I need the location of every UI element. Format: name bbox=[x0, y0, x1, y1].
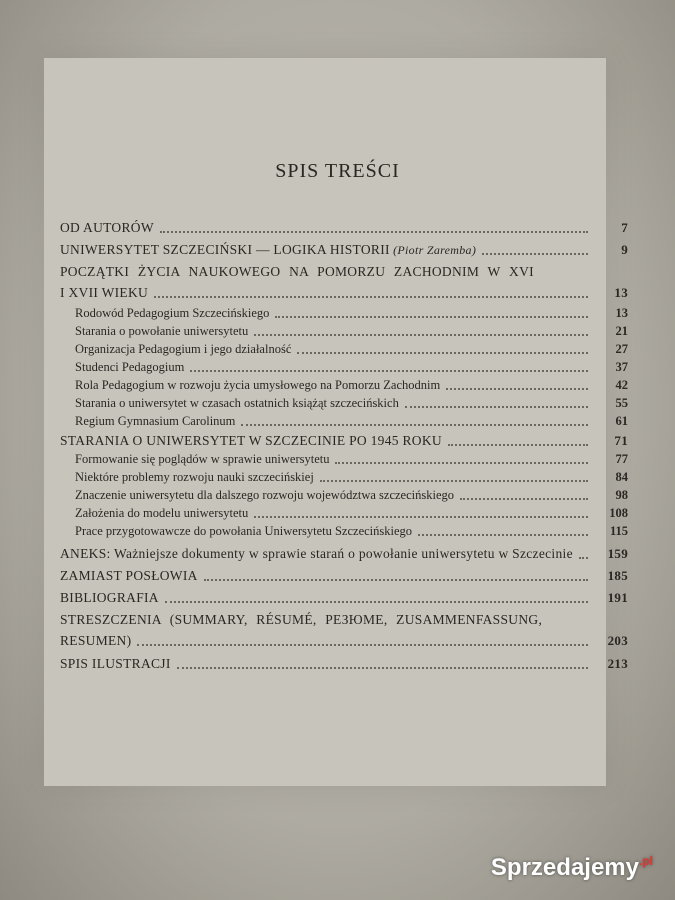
toc-page-number: 71 bbox=[614, 433, 628, 448]
toc-entry bbox=[75, 470, 628, 485]
toc-page-number: 13 bbox=[615, 306, 628, 320]
dot-leader bbox=[579, 557, 588, 559]
toc-entry bbox=[75, 452, 628, 467]
toc-page-number: 9 bbox=[621, 242, 628, 257]
dot-leader bbox=[448, 444, 588, 446]
toc-entry bbox=[75, 524, 628, 539]
toc-page-number: 42 bbox=[615, 378, 628, 392]
toc-entry bbox=[60, 656, 628, 672]
toc-page-number: 77 bbox=[615, 452, 628, 466]
page-title: SPIS TREŚCI bbox=[275, 160, 400, 182]
toc-page-number: 7 bbox=[621, 220, 628, 235]
toc-entry bbox=[75, 306, 628, 321]
toc-page-number: 191 bbox=[607, 590, 628, 605]
toc-entry-title: ANEKS: Ważniejsze dokumenty w sprawie starań o powołanie uniwersytetu w Szczecinie bbox=[60, 546, 573, 561]
toc-entry-title: I XVII WIEKU bbox=[60, 285, 149, 300]
toc-entry-title: OD AUTORÓW bbox=[60, 220, 154, 235]
toc-entry-title: Założenia do modelu uniwersytetu bbox=[75, 506, 249, 520]
toc-entry bbox=[75, 360, 628, 375]
toc-entry bbox=[60, 220, 628, 236]
toc-page-number: 213 bbox=[607, 656, 628, 671]
toc-page-number: 108 bbox=[609, 506, 628, 520]
dot-leader bbox=[254, 334, 588, 336]
toc-page-number: 84 bbox=[615, 470, 628, 484]
toc-entry bbox=[60, 633, 628, 649]
dot-leader bbox=[275, 316, 588, 318]
dot-leader bbox=[177, 667, 588, 669]
toc-entry bbox=[60, 285, 628, 301]
toc-page-number: 185 bbox=[607, 568, 628, 583]
toc-page-number: 21 bbox=[615, 324, 628, 338]
toc-entry-title: Starania o uniwersytet w czasach ostatnich książąt szczecińskich bbox=[75, 396, 399, 410]
toc-entry-title: Studenci Pedagogium bbox=[75, 360, 185, 374]
toc-page-number: 203 bbox=[607, 633, 628, 648]
dot-leader bbox=[460, 498, 588, 500]
toc-entry-title: Prace przygotowawcze do powołania Uniwersytetu Szczecińskiego bbox=[75, 524, 413, 538]
toc-entry bbox=[75, 414, 628, 429]
dot-leader bbox=[154, 296, 588, 298]
toc-entry-title: Formowanie się poglądów w sprawie uniwersytetu bbox=[75, 452, 330, 466]
toc-entry-title: Niektóre problemy rozwoju nauki szczecińskiej bbox=[75, 470, 314, 484]
toc-entry-title: UNIWERSYTET SZCZECIŃSKI — LOGIKA HISTORII (Piotr Zaremba) bbox=[60, 242, 477, 257]
toc-entry-title: Regium Gymnasium Carolinum bbox=[75, 414, 236, 428]
dot-leader bbox=[137, 644, 588, 646]
dot-leader bbox=[405, 406, 588, 408]
toc-entry bbox=[75, 342, 628, 357]
toc-entry-title: STARANIA O UNIWERSYTET W SZCZECINIE PO 1945 ROKU bbox=[60, 433, 442, 448]
toc-entry bbox=[75, 488, 628, 503]
toc-entry bbox=[60, 433, 628, 449]
toc-entry bbox=[75, 396, 628, 411]
dot-leader bbox=[190, 370, 588, 372]
toc-entry-title: Starania o powołanie uniwersytetu bbox=[75, 324, 249, 338]
dot-leader bbox=[335, 462, 588, 464]
toc-page-number: 37 bbox=[615, 360, 628, 374]
toc-entry-title: SPIS ILUSTRACJI bbox=[60, 656, 171, 671]
toc-entry-title: Organizacja Pedagogium i jego działalność bbox=[75, 342, 292, 356]
toc-entry-title: ZAMIAST POSŁOWIA bbox=[60, 568, 198, 583]
toc-entry-title: Rodowód Pedagogium Szczecińskiego bbox=[75, 306, 270, 320]
toc-page-number: 159 bbox=[607, 546, 628, 561]
toc-page-number: 98 bbox=[615, 488, 628, 502]
toc-page-number: 115 bbox=[609, 524, 628, 538]
toc-entry bbox=[60, 590, 628, 606]
dot-leader bbox=[446, 388, 588, 390]
dot-leader bbox=[241, 424, 588, 426]
toc-entry-line: POCZĄTKI ŻYCIA NAUKOWEGO NA POMORZU ZACHODNIM W XVI bbox=[60, 264, 534, 279]
toc-page-number: 61 bbox=[615, 414, 628, 428]
toc-page-number: 55 bbox=[615, 396, 628, 410]
toc-page-number: 13 bbox=[614, 285, 628, 300]
toc-entry-author: (Piotr Zaremba) bbox=[389, 243, 477, 257]
toc-entry bbox=[75, 506, 628, 521]
toc-entry bbox=[60, 242, 628, 258]
toc-entry-title: RESUMEN) bbox=[60, 633, 132, 648]
toc-entry bbox=[75, 324, 628, 339]
dot-leader bbox=[165, 601, 588, 603]
toc-entry-title: BIBLIOGRAFIA bbox=[60, 590, 159, 605]
dot-leader bbox=[160, 231, 588, 233]
toc-page-number: 27 bbox=[615, 342, 628, 356]
toc-entry-line: STRESZCZENIA (SUMMARY, RÉSUMÉ, РЕЗЮМЕ, ZUSAMMENFASSUNG, bbox=[60, 612, 543, 627]
dot-leader bbox=[254, 516, 588, 518]
toc-entry-title: Znaczenie uniwersytetu dla dalszego rozwoju województwa szczecińskiego bbox=[75, 488, 455, 502]
dot-leader bbox=[297, 352, 588, 354]
dot-leader bbox=[482, 253, 588, 255]
toc-entry bbox=[60, 568, 628, 584]
dot-leader bbox=[204, 579, 588, 581]
toc-entry bbox=[60, 546, 628, 562]
watermark-logo: Sprzedajemy$^{.pl}$ bbox=[490, 854, 653, 881]
dot-leader bbox=[320, 480, 588, 482]
toc-entry bbox=[75, 378, 628, 393]
toc-entry-title: Rola Pedagogium w rozwoju życia umysłowego na Pomorzu Zachodnim bbox=[75, 378, 441, 392]
dot-leader bbox=[418, 534, 588, 536]
